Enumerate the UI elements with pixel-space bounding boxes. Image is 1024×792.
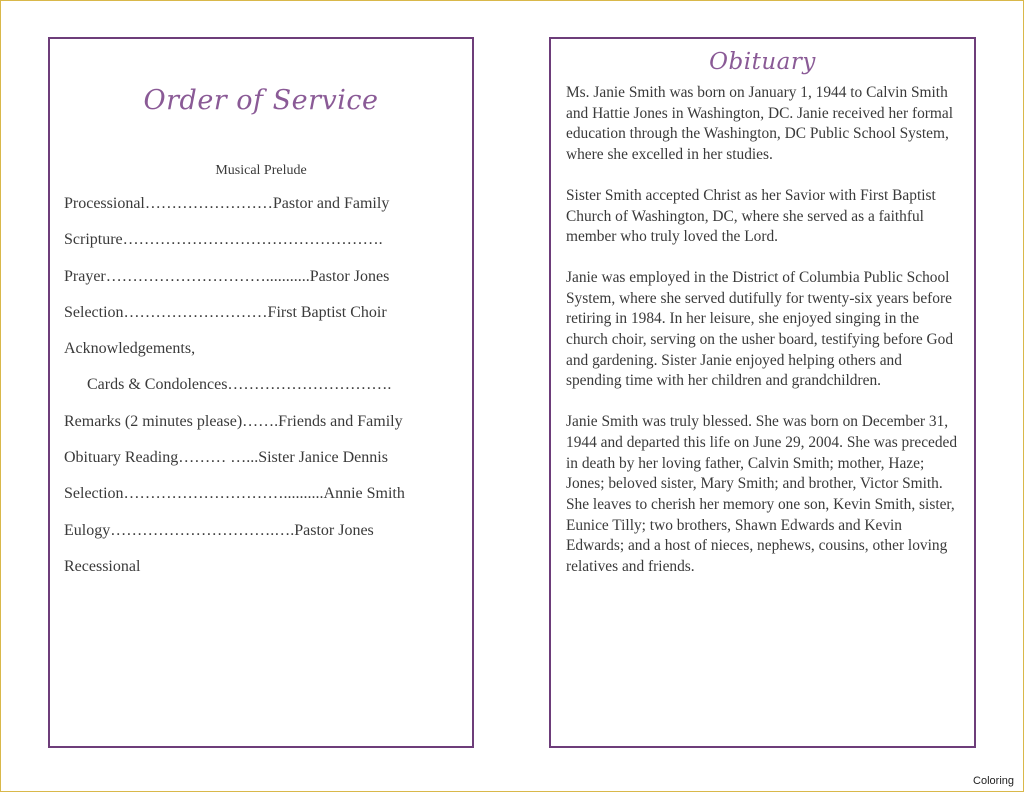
obituary-panel [549, 37, 976, 748]
program-item-eulogy: Eulogy………………………….….Pastor Jones [64, 521, 374, 539]
program-item-acknowledgements: Acknowledgements, [64, 340, 196, 358]
order-of-service-panel [48, 37, 474, 748]
program-item-prayer: Prayer…………………………...........Pastor Jones [64, 267, 390, 285]
order-of-service-title: Order of Service [143, 85, 379, 116]
service-program-list [64, 193, 450, 592]
program-item-scripture: Scripture…………………………………………. [64, 231, 383, 249]
obituary-paragraph: Sister Smith accepted Christ as her Savior with First Baptist Church of Washington, DC, where she served as a faithful member who truly loved the Lord. [566, 186, 936, 246]
musical-prelude-label: Musical Prelude [215, 163, 307, 178]
program-item-remarks: Remarks (2 minutes please)…….Friends and Family [64, 412, 403, 430]
program-item-selection-2: Selection…………………………..........Annie Smith [64, 485, 405, 503]
program-item-obituary-reading: Obituary Reading……… …...Sister Janice Dennis [64, 449, 388, 467]
obituary-paragraph: Ms. Janie Smith was born on January 1, 1944 to Calvin Smith and Hattie Jones in Washington, DC. Janie received her formal education through the Washington, DC Public School System, where she excelled in her studies. [566, 84, 953, 164]
obituary-body [566, 83, 960, 598]
program-item-recessional: Recessional [64, 557, 141, 575]
program-item-processional: Processional……………………Pastor and Family [64, 195, 390, 212]
program-item-selection: Selection………………………First Baptist Choir [64, 303, 387, 321]
program-item-cards-condolences: Cards & Condolences…………………………. [87, 376, 392, 394]
obituary-paragraph: Janie was employed in the District of Columbia Public School System, where she served dutifully for twenty-six years before retiring in 1984. In her leisure, she enjoyed singing in the church choir, serving on the usher board, testifying before God and gardening. Sister Janie enjoyed helping others and spending time with her children and grandchildren. [566, 268, 954, 390]
watermark-credit: Coloring [973, 775, 1014, 787]
obituary-paragraph: Janie Smith was truly blessed. She was born on December 31, 1944 and departed this life on June 29, 2004. She was preceded in death by her loving father, Calvin Smith; mother, Haze; Jones; beloved sister, Mary Smith; and brother, Victor Smith. She leaves to cherish her memory one son, Kevin Smith, sister, Eunice Tilly; two brothers, Shawn Edwards and Kevin Edwards; and a host of nieces, nephews, cousins, other loving relatives and friends. [566, 413, 958, 576]
obituary-title: Obituary [709, 49, 816, 75]
